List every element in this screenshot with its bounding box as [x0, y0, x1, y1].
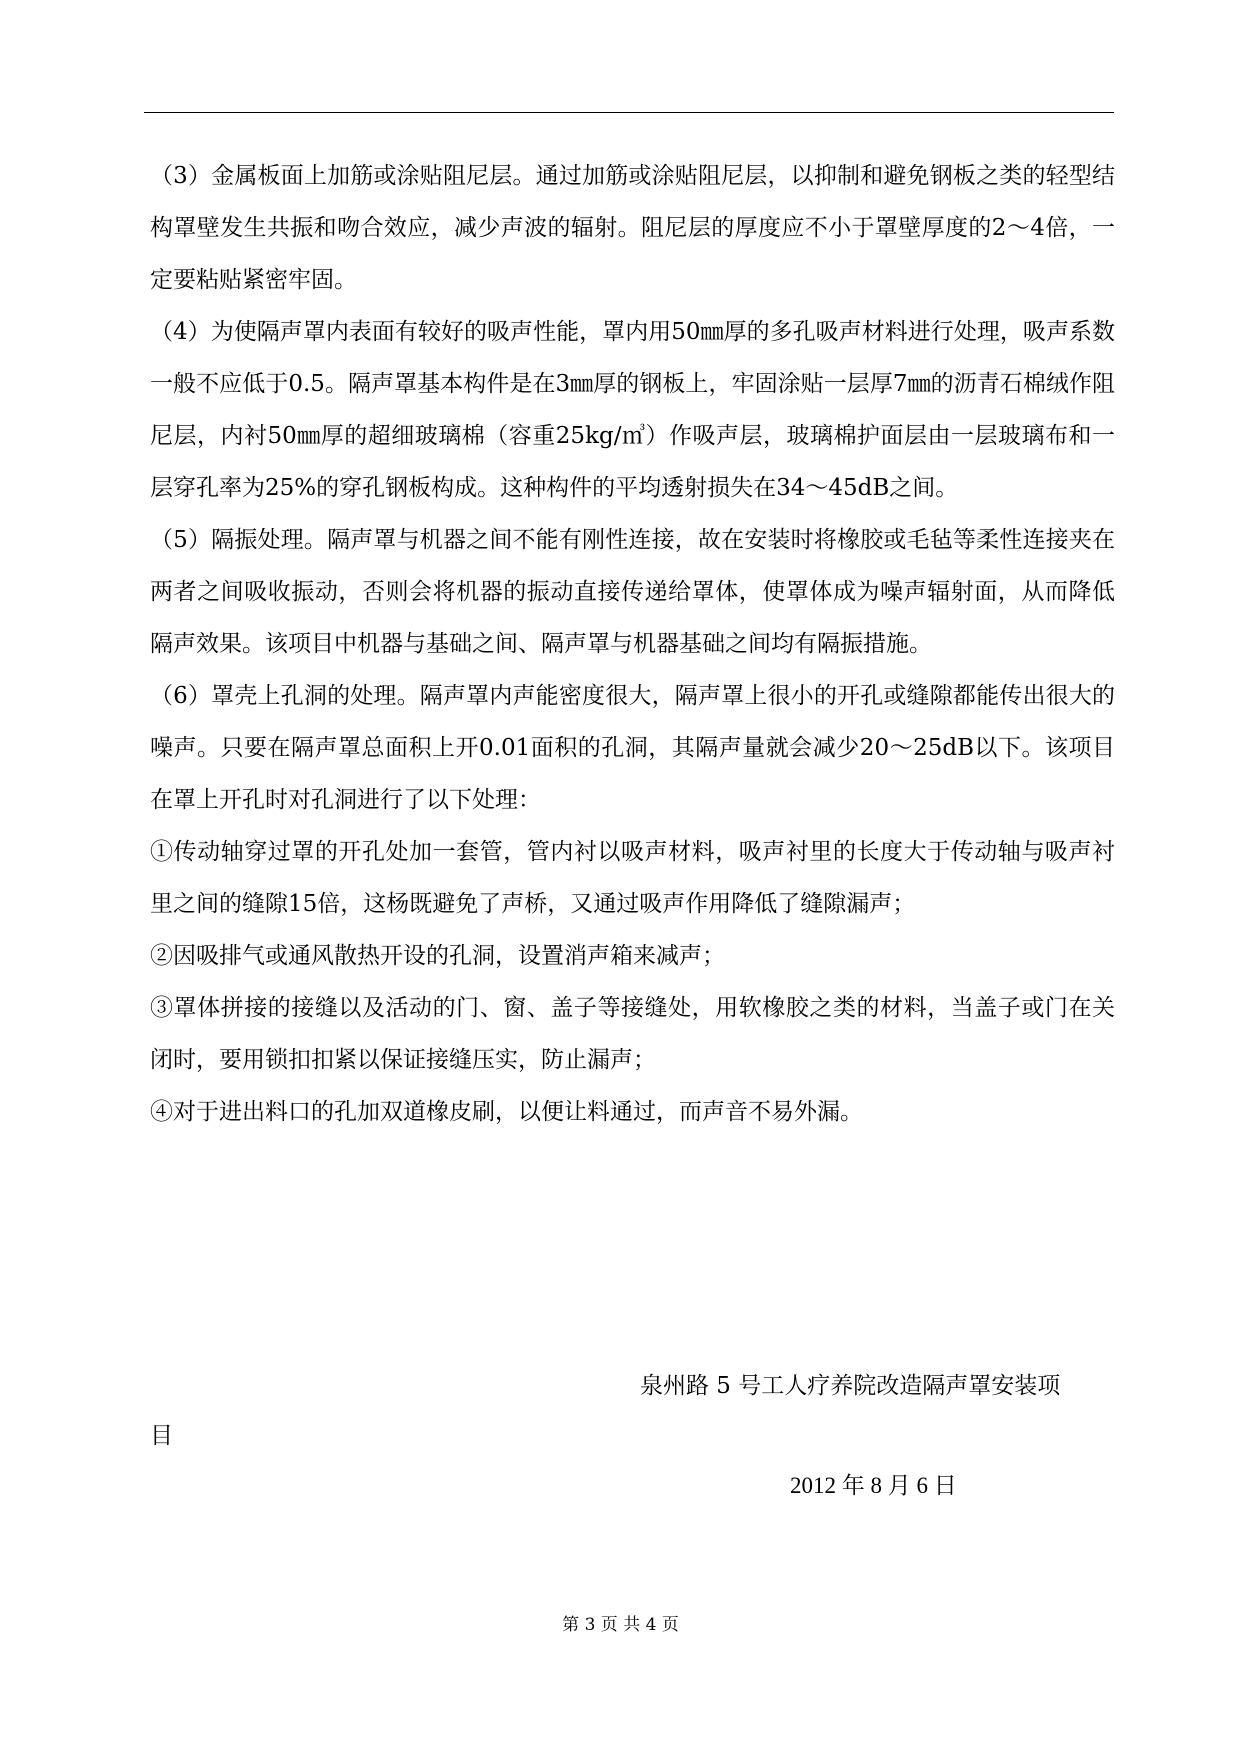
signature-project-name-continued: 目: [150, 1423, 173, 1449]
page-footer: 第 3 页 共 4 页: [562, 1615, 679, 1635]
paragraph-3-damping-layer: （3）金属板面上加筋或涂贴阻尼层。通过加筋或涂贴阻尼层，以抑制和避免钢板之类的轻型结构罩壁发生共振和吻合效应，减少声波的辐射。阻尼层的厚度应不小于罩壁厚度的2～4倍，一定要粘贴紧密牢固。: [150, 163, 1115, 293]
paragraph-5-vibration-isolation: （5）隔振处理。隔声罩与机器之间不能有刚性连接，故在安装时将橡胶或毛毡等柔性连接夹在两者之间吸收振动，否则会将机器的振动直接传递给罩体，使罩体成为噪声辐射面，从而降低隔声效果。该项目中机器与基础之间、隔声罩与机器基础之间均有隔振措施。: [150, 527, 1115, 657]
list-item-1: ①传动轴穿过罩的开孔处加一套管，管内衬以吸声材料，吸声衬里的长度大于传动轴与吸声衬里之间的缝隙15倍，这杨既避免了声桥，又通过吸声作用降低了缝隙漏声；: [150, 839, 1115, 917]
list-item-3: ③罩体拼接的接缝以及活动的门、窗、盖子等接缝处，用软橡胶之类的材料，当盖子或门在关闭时，要用锁扣扣紧以保证接缝压实，防止漏声；: [150, 995, 1115, 1073]
document-body: [150, 150, 1115, 1138]
paragraph-4-sound-absorption: （4）为使隔声罩内表面有较好的吸声性能，罩内用50㎜厚的多孔吸声材料进行处理，吸声系数一般不应低于0.5。隔声罩基本构件是在3㎜厚的钢板上，牢固涂贴一层厚7㎜的沥青石棉绒作阻尼层，内衬50㎜厚的超细玻璃棉（容重25kg/㎥）作吸声层，玻璃棉护面层由一层玻璃布和一层穿孔率为25%的穿孔钢板构成。这种构件的平均透射损失在34～45dB之间。: [150, 319, 1115, 501]
signature-project-name: 泉州路 5 号工人疗养院改造隔声罩安装项: [640, 1373, 1061, 1399]
list-item-2: ②因吸排气或通风散热开设的孔洞，设置消声箱来减声；: [150, 943, 725, 969]
list-item-4: ④对于进出料口的孔加双道橡皮刷，以便让料通过，而声音不易外漏。: [150, 1099, 863, 1125]
paragraph-6-hole-treatment: （6）罩壳上孔洞的处理。隔声罩内声能密度很大，隔声罩上很小的开孔或缝隙都能传出很大的噪声。只要在隔声罩总面积上开0.01面积的孔洞，其隔声量就会减少20～25dB以下。该项目在罩上开孔时对孔洞进行了以下处理：: [150, 683, 1115, 813]
signature-date: 2012 年 8 月 6 日: [790, 1473, 957, 1498]
header-rule: [144, 112, 1114, 113]
